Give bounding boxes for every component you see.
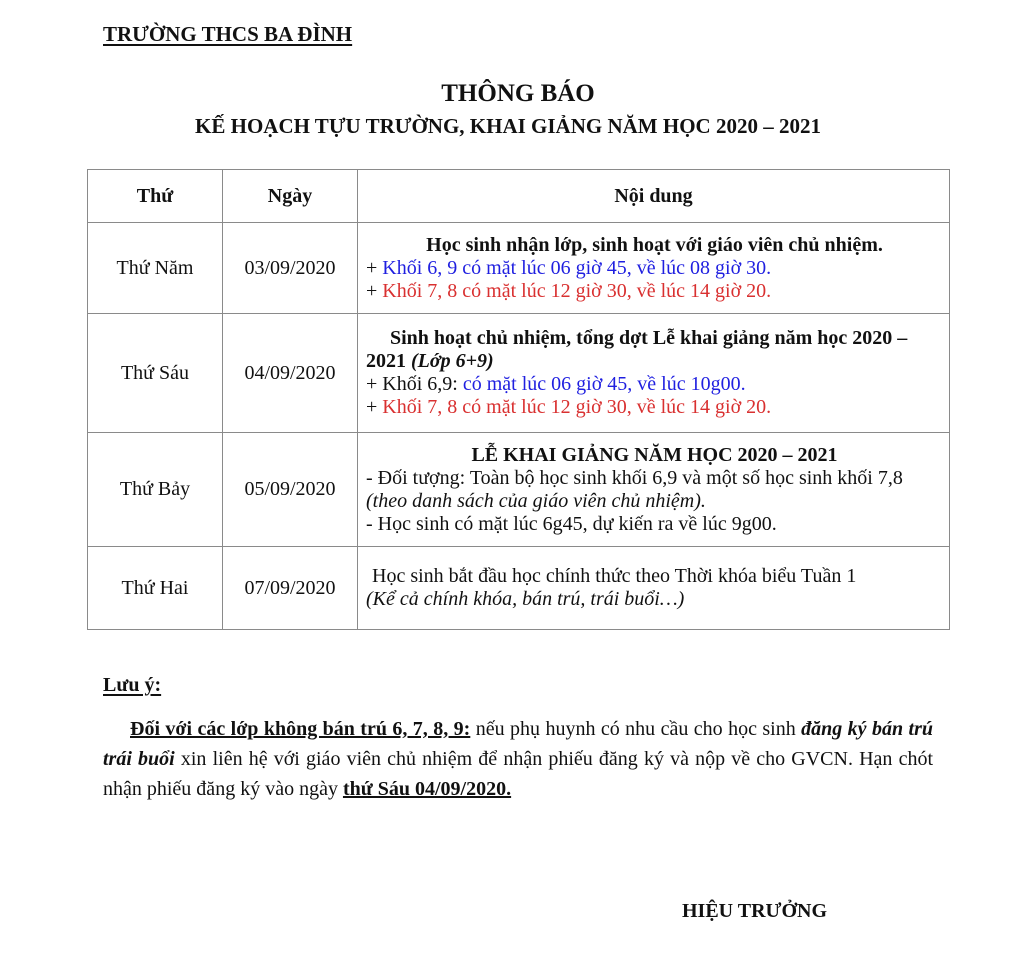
content-heading: Sinh hoạt chủ nhiệm, tổng dợt Lễ khai giảng năm học 2020 – 2021 xyxy=(366,327,908,372)
line-prefix: + xyxy=(366,396,383,418)
cell-day: Thứ Năm xyxy=(88,223,223,314)
cell-date: 04/09/2020 xyxy=(223,314,358,433)
content-line-note: (Kể cả chính khóa, bán trú, trái buổi…) xyxy=(366,588,685,610)
content-line-blue: có mặt lúc 06 giờ 45, về lúc 10g00. xyxy=(462,373,746,395)
page-subtitle: KẾ HOẠCH TỰU TRƯỜNG, KHAI GIẢNG NĂM HỌC 2020 – 2021 xyxy=(195,114,821,138)
note-heading: Lưu ý: xyxy=(103,674,162,696)
content-line: - Học sinh có mặt lúc 6g45, dự kiến ra về lúc 9g00. xyxy=(366,512,777,535)
cell-date: 07/09/2020 xyxy=(223,547,358,630)
line-prefix: + xyxy=(366,256,383,279)
content-line-red: Khối 7, 8 có mặt lúc 12 giờ 30, về lúc 14 giờ 20. xyxy=(382,279,772,302)
cell-day: Thứ Bảy xyxy=(88,433,223,547)
note-paragraph xyxy=(103,714,933,804)
line-prefix: + Khối 6,9: xyxy=(366,373,463,395)
cell-content xyxy=(358,314,950,433)
note-text: nếu phụ huynh có nhu cầu cho học sinh xyxy=(470,718,802,740)
cell-content xyxy=(358,433,950,547)
table-row xyxy=(88,223,950,314)
school-name: TRƯỜNG THCS BA ĐÌNH xyxy=(103,22,353,46)
cell-content xyxy=(358,547,950,630)
table-row xyxy=(88,547,950,630)
cell-day: Thứ Hai xyxy=(88,547,223,630)
signature-title: HIỆU TRƯỞNG xyxy=(682,900,828,922)
content-heading-note: (Lớp 6+9) xyxy=(411,350,494,372)
column-header-day: Thứ xyxy=(88,170,223,223)
column-header-date: Ngày xyxy=(223,170,358,223)
note-emphasis: đăng ký bán trú trái buổi xyxy=(103,718,933,770)
note-lead: Đối với các lớp không bán trú 6, 7, 8, 9: xyxy=(130,718,471,740)
cell-date: 03/09/2020 xyxy=(223,223,358,314)
table-row xyxy=(88,314,950,433)
content-line-note: (theo danh sách của giáo viên chủ nhiệm). xyxy=(366,489,706,512)
content-heading: LỄ KHAI GIẢNG NĂM HỌC 2020 – 2021 xyxy=(471,443,838,466)
cell-content xyxy=(358,223,950,314)
content-heading: Học sinh nhận lớp, sinh hoạt với giáo viên chủ nhiệm. xyxy=(426,233,883,256)
content-line-red: Khối 7, 8 có mặt lúc 12 giờ 30, về lúc 14 giờ 20. xyxy=(382,396,772,418)
content-line: - Đối tượng: Toàn bộ học sinh khối 6,9 và một số học sinh khối 7,8 xyxy=(366,466,903,489)
table-row xyxy=(88,433,950,547)
note-deadline: thứ Sáu 04/09/2020. xyxy=(342,778,512,800)
column-header-content: Nội dung xyxy=(358,170,950,223)
schedule-table xyxy=(87,169,950,630)
cell-day: Thứ Sáu xyxy=(88,314,223,433)
table-header-row xyxy=(88,170,950,223)
content-line: Học sinh bắt đầu học chính thức theo Thời khóa biểu Tuần 1 xyxy=(372,565,857,587)
page-title: THÔNG BÁO xyxy=(441,80,595,107)
note-text: xin liên hệ với giáo viên chủ nhiệm để nhận phiếu đăng ký và nộp về cho GVCN. Hạn chót nhận phiếu đăng ký vào ngày xyxy=(103,748,934,800)
line-prefix: + xyxy=(366,279,383,302)
content-line-blue: Khối 6, 9 có mặt lúc 06 giờ 45, về lúc 08 giờ 30. xyxy=(382,256,772,279)
cell-date: 05/09/2020 xyxy=(223,433,358,547)
